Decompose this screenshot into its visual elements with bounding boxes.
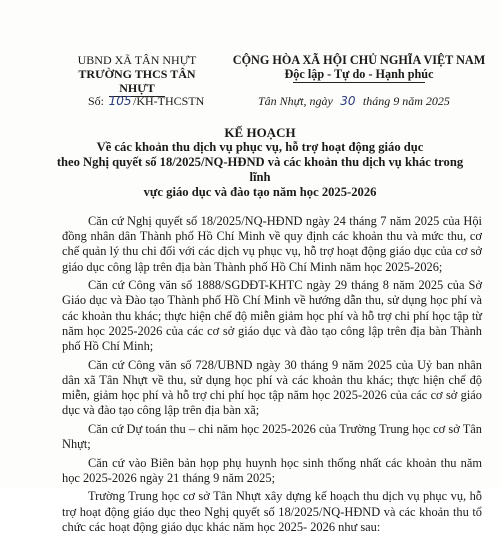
date-day-handwritten: 30: [340, 94, 356, 108]
doc-number-label: Số:: [88, 94, 105, 108]
paragraph: Trường Trung học cơ sở Tân Nhựt xây dựng kế hoạch thu dịch vụ phục vụ, hỗ trợ hoạt động giáo dục theo Nghị quyết số 18/2025/NQ-HĐND và các khoản thu tổ chức các hoạt động giáo dục khác năm học 2025- 2026 như sau:: [62, 489, 482, 534]
paragraph: Căn cứ Nghị quyết số 18/2025/NQ-HĐND ngày 24 tháng 7 năm 2025 của Hội đồng nhân dân Thành phố Hồ Chí Minh về quy định các khoản thu và mức thu, cơ chế quản lý thu chi đối với các dịch vụ phục vụ, hỗ trợ hoạt động giáo dục của cơ sở giáo dục công lập trên địa bàn Thành phố Hồ Chí Minh năm học 2025-2026;: [62, 214, 482, 274]
title-line-2: theo Nghị quyết số 18/2025/NQ-HĐND và các khoản thu dịch vụ khác trong lĩnh: [56, 155, 464, 184]
doc-number-suffix: /KH-THCSTN: [133, 94, 205, 108]
date-suffix: tháng 9 năm 2025: [362, 94, 450, 108]
title-line-3: vực giáo dục và đào tạo năm học 2025-2026: [143, 185, 377, 199]
paragraph: Căn cứ Công văn số 1888/SGDĐT-KHTC ngày 29 tháng 8 năm 2025 của Sở Giáo dục và Đào tạo Thành phố Hồ Chí Minh về hướng dẫn thu, sử dụng học phí và các khoản thu khác; thực hiện chế độ miễn giảm học phí và hỗ trợ chi phí học tập từ năm học 2025-2026 của các cơ sở giáo dục và đào tạo công lập trên địa bàn Thành phố Hồ Chí Minh;: [62, 278, 482, 354]
paragraph: Căn cứ Công văn số 728/UBND ngày 30 tháng 9 năm 2025 của Uỷ ban nhân dân xã Tân Nhựt về thu, sử dụng học phí và các khoản thu khác; thực hiện chế độ miễn, giảm học phí và hỗ trợ chi phí học tập năm học 2025-2026 của các cơ sở giáo dục và đào tạo công lập trên địa bàn xã;: [62, 357, 482, 418]
issuer-school: TRƯỜNG THCS TÂN NHỰT: [78, 67, 196, 95]
motto-underline: [293, 82, 425, 83]
title-main: KẾ HOẠCH: [224, 125, 296, 140]
doc-number-handwritten: 105: [108, 94, 132, 108]
paragraph: Căn cứ Dự toán thu – chi năm học 2025-2026 của Trường Trung học cơ sở Tân Nhựt;: [62, 421, 482, 452]
title-line-1: Về các khoản thu dịch vụ phục vụ, hỗ trợ hoạt động giáo dục: [96, 140, 424, 154]
national-motto: Độc lập - Tự do - Hạnh phúc: [284, 67, 434, 81]
country-name: CỘNG HÒA XÃ HỘI CHỦ NGHĨA VIỆT NAM: [232, 53, 486, 67]
document-body: [62, 214, 482, 538]
national-header: [228, 53, 490, 83]
document-number: [88, 94, 204, 108]
date-prefix: Tân Nhựt, ngày: [258, 94, 333, 108]
document-date: [258, 94, 450, 108]
document-title: [50, 125, 470, 200]
issuer-org: UBND XÃ TÂN NHỰT: [77, 53, 197, 67]
paragraph: Căn cứ vào Biên bản họp phụ huynh học sinh thống nhất các khoản thu năm học 2025-2026 ngày 21 tháng 9 năm 2025;: [62, 455, 482, 485]
issuer-block: [62, 53, 212, 97]
